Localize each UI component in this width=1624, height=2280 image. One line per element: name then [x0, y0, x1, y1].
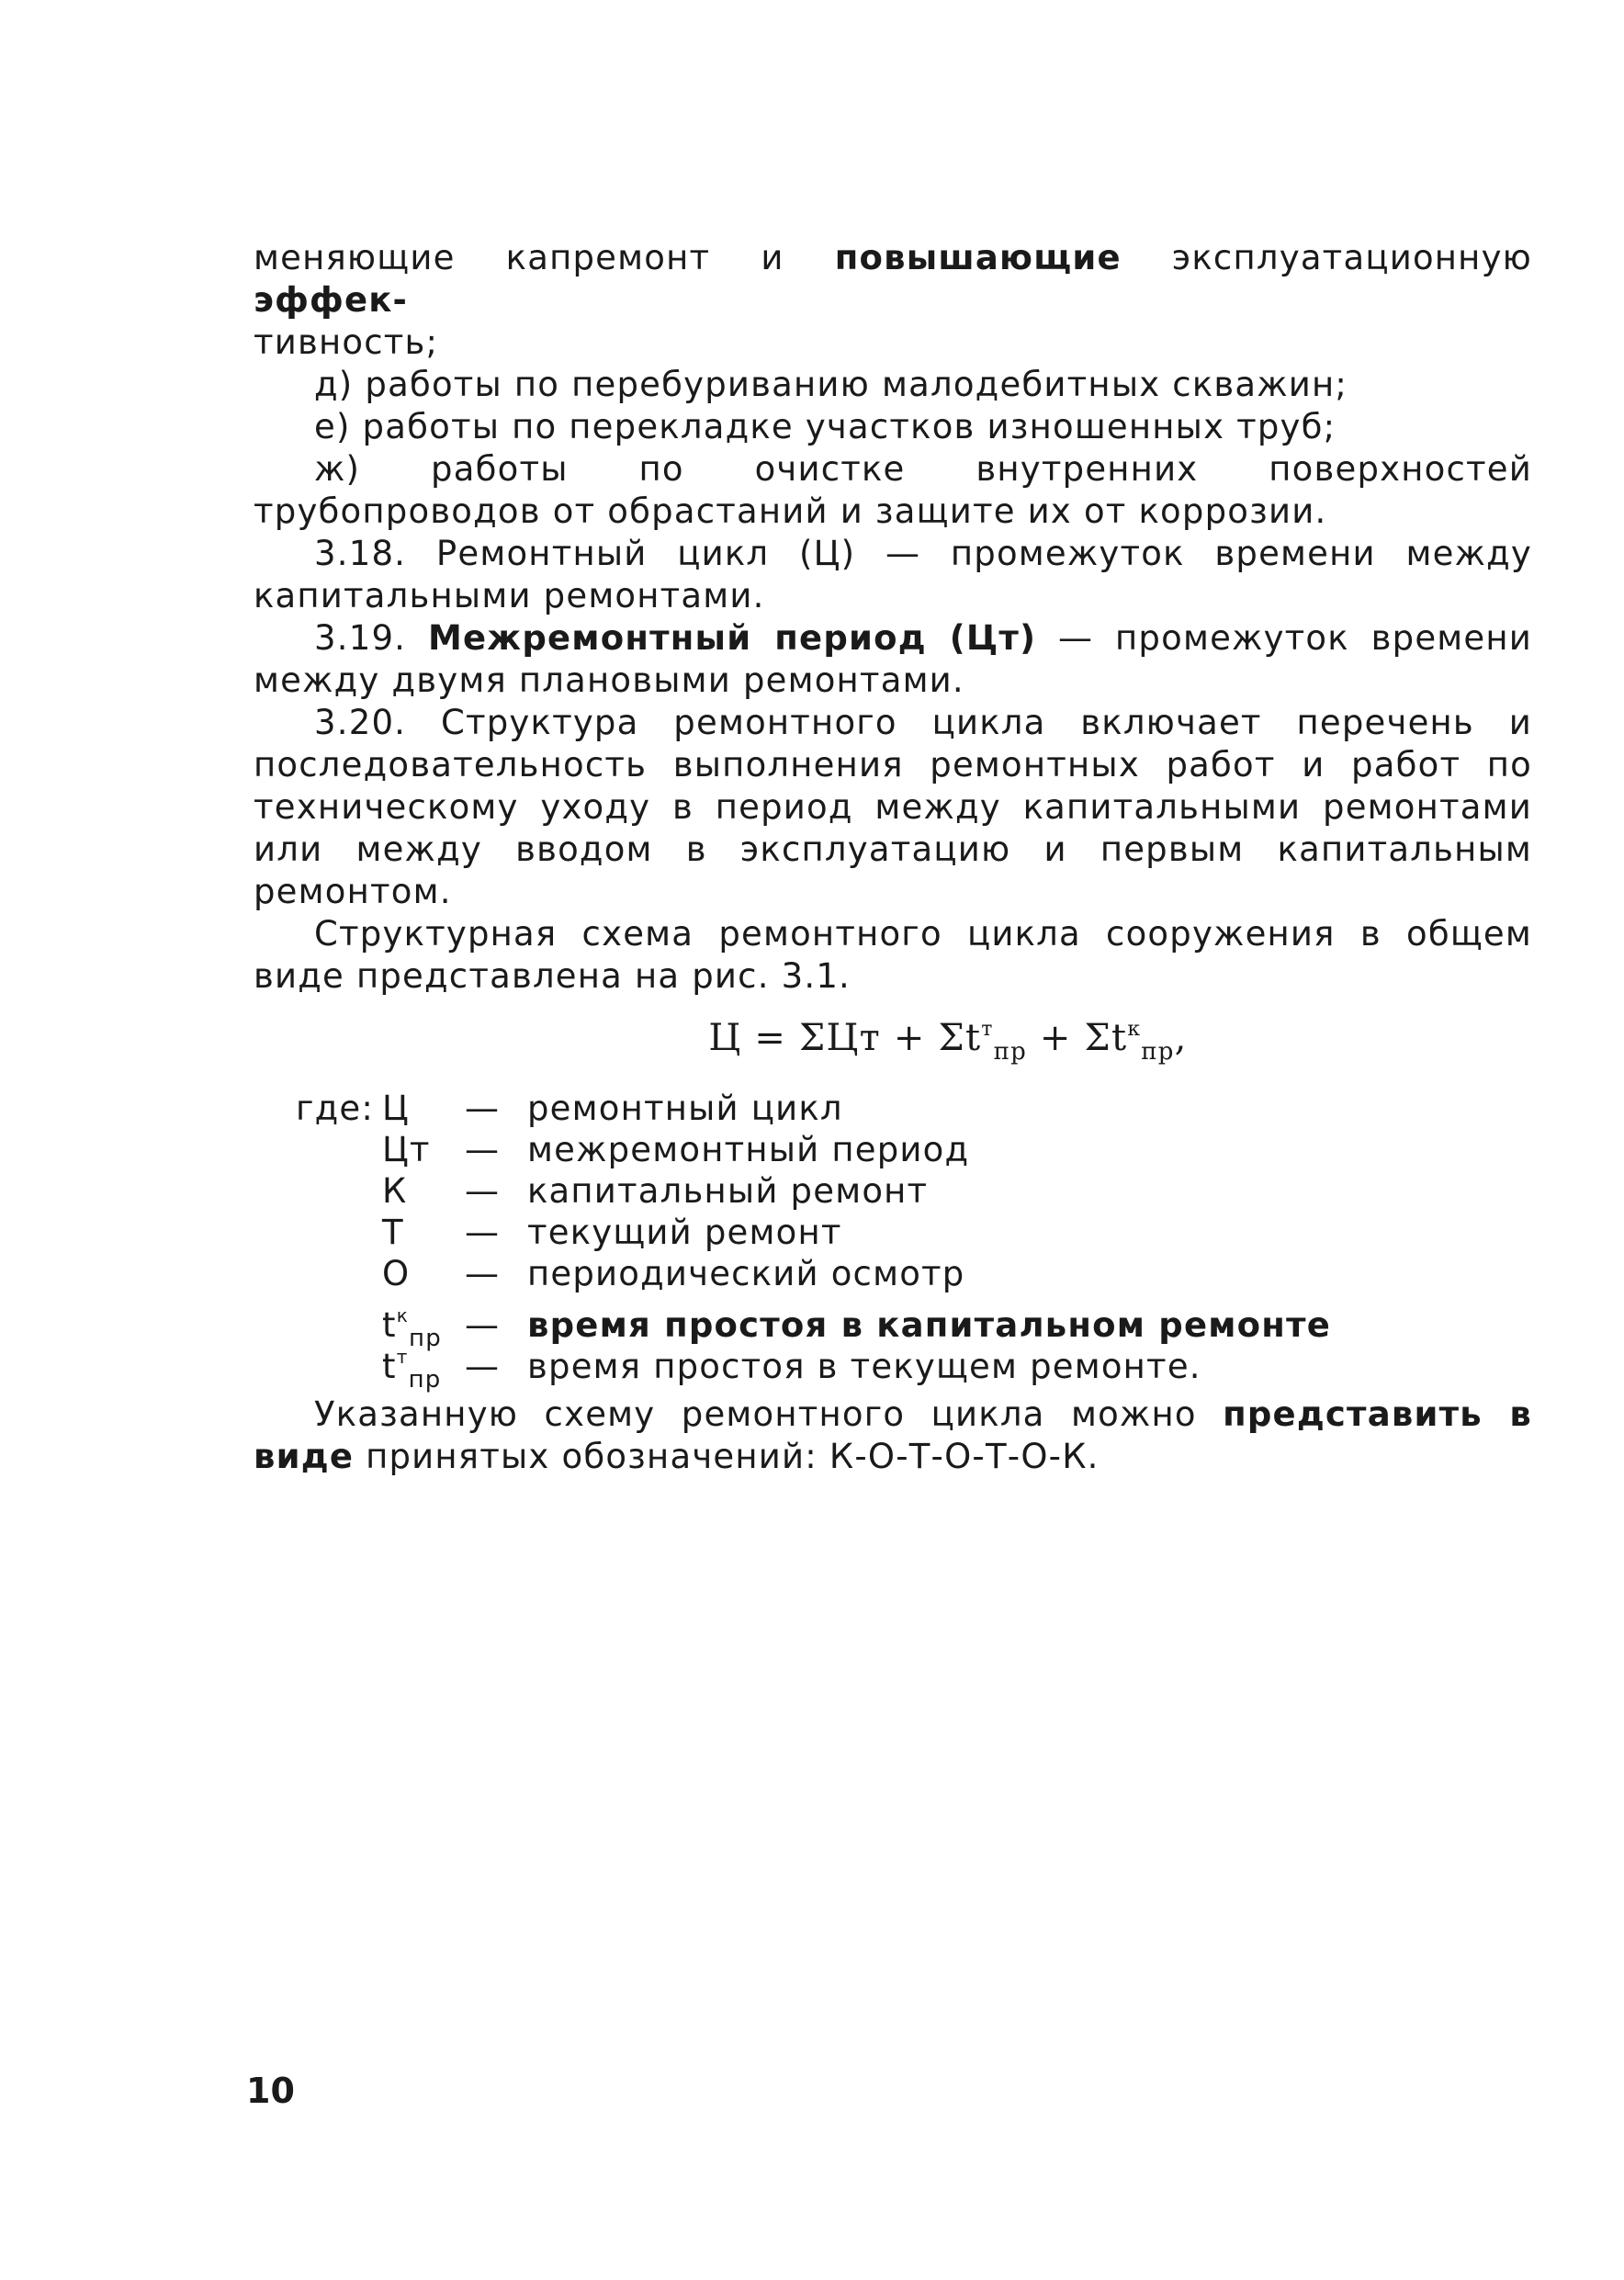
- definition-symbol: Цт: [382, 1130, 431, 1169]
- definition-text: время простоя в текущем ремонте.: [527, 1347, 1201, 1386]
- definition-text: периодический осмотр: [527, 1254, 965, 1293]
- definition-dash: —: [465, 1213, 501, 1252]
- formula-sup: т: [981, 1018, 994, 1041]
- definitions-lead: где:: [296, 1089, 375, 1128]
- definition-dash: —: [465, 1347, 501, 1386]
- definition-text: время простоя в капитальном ремонте: [527, 1305, 1332, 1345]
- paragraph-continuation: [254, 237, 1532, 364]
- formula: [254, 1009, 1532, 1073]
- definitions-list: [254, 1088, 1532, 1394]
- definition-text: ремонтный цикл: [527, 1089, 843, 1128]
- paragraph-3-19: [254, 617, 1532, 702]
- text-run: эксплуатационную: [1121, 238, 1533, 277]
- body-text: [254, 237, 1532, 1478]
- symbol-sub: пр: [408, 1366, 442, 1394]
- definition-text: текущий ремонт: [527, 1213, 842, 1252]
- text-run-bold: эффек-: [254, 280, 409, 320]
- definition-row: [254, 1253, 1532, 1294]
- symbol-sub: пр: [409, 1325, 442, 1352]
- definition-row: [254, 1212, 1532, 1253]
- symbol-base: t: [382, 1347, 397, 1386]
- paragraph-scheme: Структурная схема ремонтного цикла сооружения в общем виде представлена на рис. 3.1.: [254, 914, 1532, 996]
- formula-sub: пр: [1141, 1038, 1175, 1066]
- term-bold: Межремонтный период (Цт): [427, 618, 1037, 658]
- definition-symbol: [382, 1336, 465, 1401]
- symbol-sup: к: [396, 1304, 409, 1326]
- definition-symbol: К: [382, 1171, 408, 1211]
- text-run: — промежуток времени между двумя плановыми ремонтами.: [254, 618, 1533, 700]
- formula-sub: пр: [993, 1038, 1027, 1066]
- page-number: 10: [246, 2071, 295, 2111]
- list-item-zh: ж) работы по очистке внутренних поверхностей трубопроводов от обрастаний и защите их от коррозии.: [254, 449, 1532, 531]
- definition-dash: —: [465, 1305, 501, 1345]
- symbol-base: t: [382, 1305, 397, 1345]
- formula-part: ,: [1174, 1017, 1188, 1059]
- paragraph-number: 3.19.: [314, 618, 428, 658]
- paragraph-final: [254, 1394, 1532, 1478]
- text-run-bold: повышающие: [834, 238, 1122, 277]
- definition-symbol: Ц: [382, 1089, 410, 1128]
- definition-dash: —: [465, 1130, 501, 1169]
- text-run: Указанную схему ремонтного цикла можно: [314, 1394, 1224, 1434]
- formula-sup: к: [1127, 1018, 1142, 1041]
- definition-text: межремонтный период: [527, 1130, 970, 1169]
- paragraph-3-18: 3.18. Ремонтный цикл (Ц) — промежуток времени между капитальными ремонтами.: [254, 534, 1532, 615]
- definition-row: [254, 1129, 1532, 1170]
- definition-text: капитальный ремонт: [527, 1171, 929, 1211]
- definition-symbol: Т: [382, 1213, 404, 1252]
- definition-dash: —: [465, 1171, 501, 1211]
- text-run-bold: представить в виде: [254, 1394, 1532, 1476]
- definition-symbol: О: [382, 1254, 411, 1293]
- formula-part: Ц = ΣЦт + Σt: [708, 1017, 982, 1059]
- definition-dash: —: [465, 1089, 501, 1128]
- text-run: принятых обозначений: К-О-Т-О-Т-О-К.: [354, 1437, 1100, 1476]
- definition-row: [254, 1088, 1532, 1129]
- formula-part: + Σt: [1027, 1017, 1128, 1059]
- text-run: меняющие капремонт и: [254, 238, 835, 277]
- definition-row: [254, 1294, 1532, 1352]
- definition-row: [254, 1170, 1532, 1212]
- symbol-sup: т: [396, 1346, 409, 1368]
- text-run: тивность;: [254, 322, 439, 362]
- paragraph-3-20: 3.20. Структура ремонтного цикла включает перечень и последовательность выполнения ремонтных работ и работ по техническому уходу в период между капитальными ремонтами или между вводом в эксплуатацию и первым капитальным ремонтом.: [254, 703, 1532, 911]
- definition-dash: —: [465, 1254, 501, 1293]
- list-item-e: е) работы по перекладке участков изношенных труб;: [314, 407, 1336, 446]
- list-item-d: д) работы по перебуриванию малодебитных скважин;: [314, 365, 1348, 404]
